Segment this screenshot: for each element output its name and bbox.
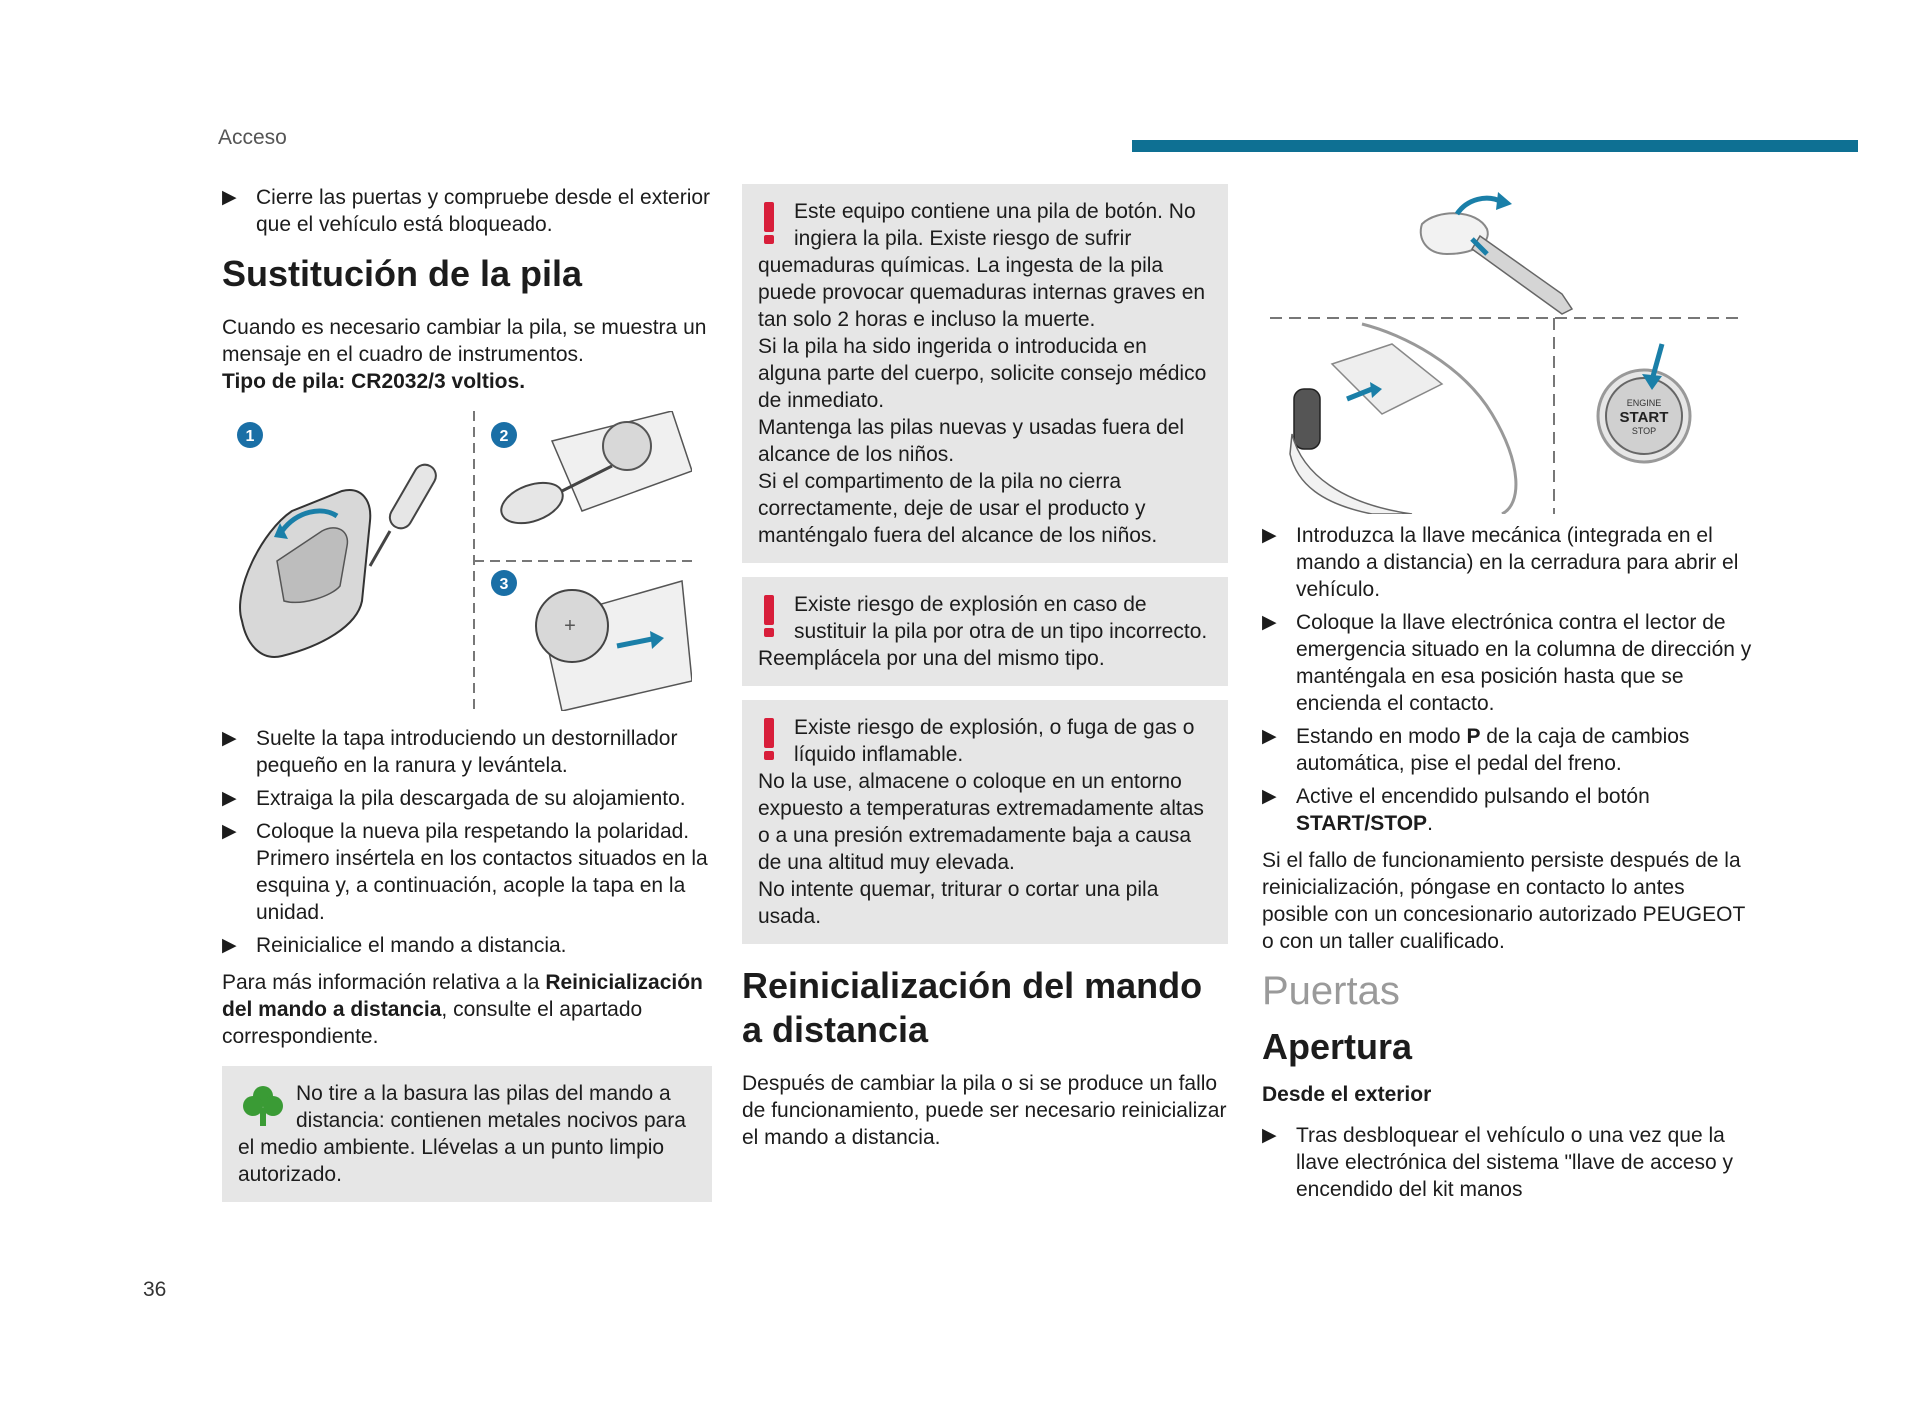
start-button-label: STOP — [1631, 426, 1657, 436]
column-middle — [742, 184, 1228, 1161]
battery-type-text: Tipo de pila: CR2032/3 voltios. — [222, 370, 526, 393]
persistent-fault-text: Si el fallo de funcionamiento persiste después de la reinicialización, póngase en contacto lo antes posible con un concesionario autorizado PEUGEOT o con un taller cualificado. — [1262, 849, 1745, 953]
column-left — [222, 184, 712, 1202]
start-button-label: START — [1619, 409, 1669, 426]
warning-box-explosion — [742, 577, 1228, 686]
warning-text: Existe riesgo de explosión, o fuga de gas o líquido inflamable. No la use, almacene o coloque en un entorno expuesto a temperaturas extremadamente altas o a una presión extremadamente baja a causa de una altitud muy elevada. No intente quemar, triturar o cortar una pila usada. — [758, 716, 1204, 928]
warning-text: Este equipo contiene una pila de botón. No ingiera la pila. Existe riesgo de sufrir quemaduras químicas. La ingesta de la pila puede provocar quemaduras internas graves en tan solo 2 horas e incluso la muerte. Si la pila ha sido ingerida o introducida en alguna parte del cuerpo, solicite consejo médico de inmediato. Mantenga las pilas nuevas y usadas fuera del alcance de los niños. Si el compartimento de la pila no cierra correctamente, deje de usar el producto y manténgalo fuera del alcance de los niños. — [758, 200, 1207, 547]
bullet-item: ▶ Coloque la nueva pila respetando la polaridad. Primero insértela en los contactos situados en la esquina y, a continuación, acople la tapa en la unidad. — [222, 818, 712, 926]
key-fob-illustration — [222, 411, 692, 711]
bullet-item: ▶ Tras desbloquear el vehículo o una vez que la llave electrónica del sistema "llave de acceso y encendido del kit manos — [1262, 1122, 1752, 1203]
bullet-item: ▶ Active el encendido pulsando el botón START/STOP. — [1262, 783, 1752, 837]
exclamation-icon — [758, 198, 788, 246]
warning-text: Existe riesgo de explosión en caso de sustituir la pila por otra de un tipo incorrecto. Reemplácela por una del mismo tipo. — [758, 593, 1208, 670]
emergency-start-illustration — [1262, 184, 1752, 514]
remote-reset-heading: Reinicialización del mando a distancia — [742, 965, 1203, 1050]
bullet-item: ▶ Extraiga la pila descargada de su alojamiento. — [222, 785, 712, 812]
battery-message-text: Cuando es necesario cambiar la pila, se muestra un mensaje en el cuadro de instrumentos. — [222, 316, 707, 366]
warning-box-ingestion — [742, 184, 1228, 563]
more-info-suffix: , consulte el apartado correspondiente. — [222, 998, 643, 1048]
bullet-item: ▶ Estando en modo P de la caja de cambios automática, pise el pedal del freno. — [1262, 723, 1752, 777]
step-label: 3 — [499, 576, 509, 593]
more-info-text — [222, 969, 712, 1050]
tree-icon — [238, 1080, 288, 1130]
emergency-start-diagram — [1262, 184, 1752, 514]
remote-reset-text: Después de cambiar la pila o si se produce un fallo de funcionamiento, puede ser necesario reinicializar el mando a distancia. — [742, 1072, 1227, 1149]
column-right — [1262, 184, 1752, 1209]
exclamation-icon — [758, 591, 788, 639]
page-number: 36 — [143, 1278, 167, 1301]
bullet-item: ▶ Reinicialice el mando a distancia. — [222, 932, 712, 959]
start-button-label: ENGINE — [1626, 398, 1662, 408]
step-label: 1 — [245, 428, 255, 445]
more-info-prefix: Para más información relativa a la — [222, 971, 540, 994]
svg-text:+: + — [564, 615, 576, 637]
environment-note-box — [222, 1066, 712, 1202]
environment-note-text: No tire a la basura las pilas del mando a distancia: contienen metales nocivos para el medio ambiente. Llévelas a un punto limpio autorizado. — [238, 1082, 686, 1186]
battery-replacement-heading: Sustitución de la pila — [222, 253, 583, 294]
step-label: 2 — [499, 428, 509, 445]
opening-heading: Apertura — [1262, 1026, 1413, 1067]
bullet-item: ▶ Coloque la llave electrónica contra el lector de emergencia situado en la columna de dirección y manténgala en esa posición hasta que se encienda el contacto. — [1262, 609, 1752, 717]
bullet-item: ▶ Introduzca la llave mecánica (integrada en el mando a distancia) en la cerradura para abrir el vehículo. — [1262, 522, 1752, 603]
section-header-bar — [1132, 140, 1858, 152]
bullet-item: ▶ Suelte la tapa introduciendo un destornillador pequeño en la ranura y levántela. — [222, 725, 712, 779]
section-header-label: Acceso — [218, 126, 287, 149]
warning-box-gas-leak — [742, 700, 1228, 944]
from-outside-subheading: Desde el exterior — [1262, 1083, 1432, 1106]
more-info-link: Reinicialización del mando a distancia — [222, 971, 703, 1021]
exclamation-icon — [758, 714, 788, 762]
battery-replacement-diagram — [222, 411, 692, 711]
doors-section-title: Puertas — [1262, 969, 1400, 1013]
bullet-item: ▶ Cierre las puertas y compruebe desde el exterior que el vehículo está bloqueado. — [222, 184, 712, 238]
